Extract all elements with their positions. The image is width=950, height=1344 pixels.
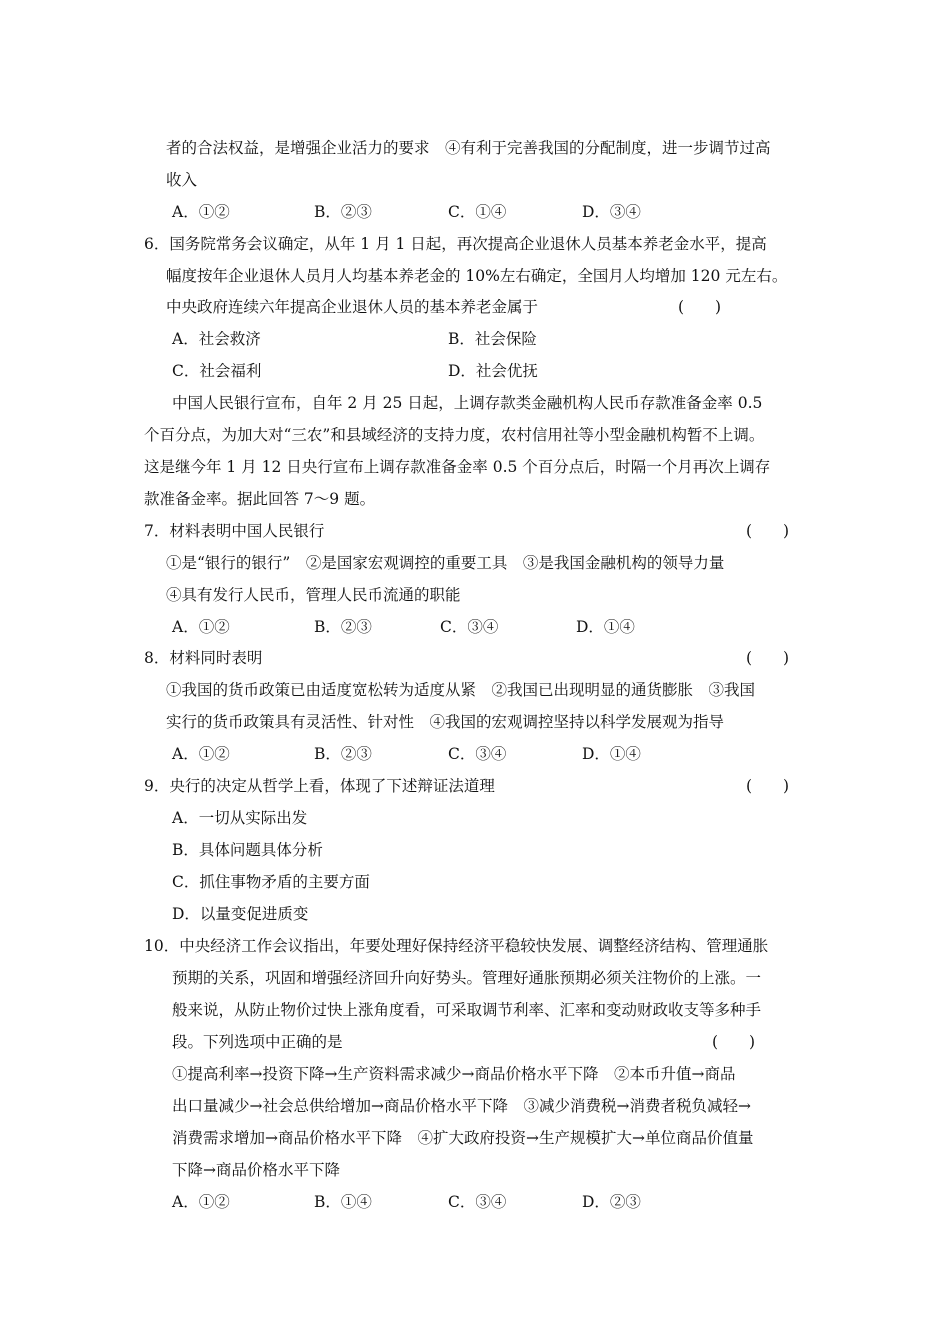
q7-answer-paren: ( ) [746,522,790,540]
q8-item-line: 实行的货币政策具有灵活性、针对性 ④我国的宏观调控坚持以科学发展观为指导 [166,713,725,731]
q10-stem-line: 预期的关系，巩固和增强经济回升向好势头。管理好通胀预期必须关注物价的上涨。一 [172,969,762,987]
q10-stem-line: 段。下列选项中正确的是 [172,1033,343,1051]
q6-option-d: D．社会优抚 [448,362,538,380]
q7-item-line: ④具有发行人民币，管理人民币流通的职能 [166,586,461,604]
q9-stem: 9．央行的决定从哲学上看，体现了下述辩证法道理 [144,777,495,795]
q6-option-c: C．社会福利 [172,362,262,380]
q6-stem-line: 中央政府连续六年提高企业退休人员的基本养老金属于 [166,298,539,316]
q10-option-c: C．③④ [448,1193,507,1211]
material-line: 中国人民银行宣布，自年 2 月 25 日起，上调存款类金融机构人民币存款准备金率 0.5 [172,394,763,412]
q6-option-a: A．社会救济 [172,330,261,348]
q10-item-line: 下降→商品价格水平下降 [172,1161,340,1179]
q6-stem-line: 幅度按年企业退休人员月人均基本养老金的 10%左右确定，全国月人均增加 120 元左右。 [166,267,788,285]
q10-stem-line: 10．中央经济工作会议指出，年要处理好保持经济平稳较快发展、调整经济结构、管理通胀 [144,937,769,955]
q5-option-a: A．①② [172,203,230,221]
q10-stem-line: 般来说，从防止物价过快上涨角度看，可采取调节利率、汇率和变动财政收支等多种手 [172,1001,762,1019]
q10-option-b: B．①④ [314,1193,372,1211]
q5-option-d: D．③④ [582,203,641,221]
q6-stem-line: 6．国务院常务会议确定，从年 1 月 1 日起，再次提高企业退休人员基本养老金水平，提高 [144,235,767,253]
q8-option-d: D．①④ [582,745,641,763]
material-line: 个百分点，为加大对“三农”和县域经济的支持力度，农村信用社等小型金融机构暂不上调。 [144,426,765,444]
q5-option-c: C．①④ [448,203,507,221]
q10-item-line: ①提高利率→投资下降→生产资料需求减少→商品价格水平下降 ②本币升值→商品 [172,1065,736,1083]
material-line: 这是继今年 1 月 12 日央行宣布上调存款准备金率 0.5 个百分点后，时隔一个月再次上调存 [144,458,771,476]
q8-option-c: C．③④ [448,745,507,763]
q8-stem: 8．材料同时表明 [144,649,263,667]
q7-stem: 7．材料表明中国人民银行 [144,522,325,540]
q8-item-line: ①我国的货币政策已由适度宽松转为适度从紧 ②我国已出现明显的通货膨胀 ③我国 [166,681,756,699]
q6-option-b: B．社会保险 [448,330,537,348]
q9-option-c: C．抓住事物矛盾的主要方面 [172,873,370,891]
q10-item-line: 出口量减少→社会总供给增加→商品价格水平下降 ③减少消费税→消费者税负减轻→ [172,1097,751,1115]
q10-option-d: D．②③ [582,1193,641,1211]
q10-item-line: 消费需求增加→商品价格水平下降 ④扩大政府投资→生产规模扩大→单位商品价值量 [172,1129,754,1147]
q5-text-line: 者的合法权益，是增强企业活力的要求 ④有利于完善我国的分配制度，进一步调节过高 [166,139,771,157]
q9-option-b: B．具体问题具体分析 [172,841,323,859]
q7-item-line: ①是“银行的银行” ②是国家宏观调控的重要工具 ③是我国金融机构的领导力量 [166,554,725,572]
q10-option-a: A．①② [172,1193,230,1211]
q8-option-a: A．①② [172,745,230,763]
q8-answer-paren: ( ) [746,649,790,667]
material-line: 款准备金率。据此回答 7～9 题。 [144,490,376,508]
q9-answer-paren: ( ) [746,777,790,795]
q5-text-line: 收入 [166,171,198,189]
q6-answer-paren: ( ) [678,298,722,316]
q7-option-c: C．③④ [440,618,499,636]
q8-option-b: B．②③ [314,745,372,763]
q7-option-b: B．②③ [314,618,372,636]
q7-option-d: D．①④ [576,618,635,636]
q10-answer-paren: ( ) [712,1033,756,1051]
q9-option-a: A．一切从实际出发 [172,809,308,827]
q9-option-d: D．以量变促进质变 [172,905,309,923]
q7-option-a: A．①② [172,618,230,636]
q5-option-b: B．②③ [314,203,372,221]
